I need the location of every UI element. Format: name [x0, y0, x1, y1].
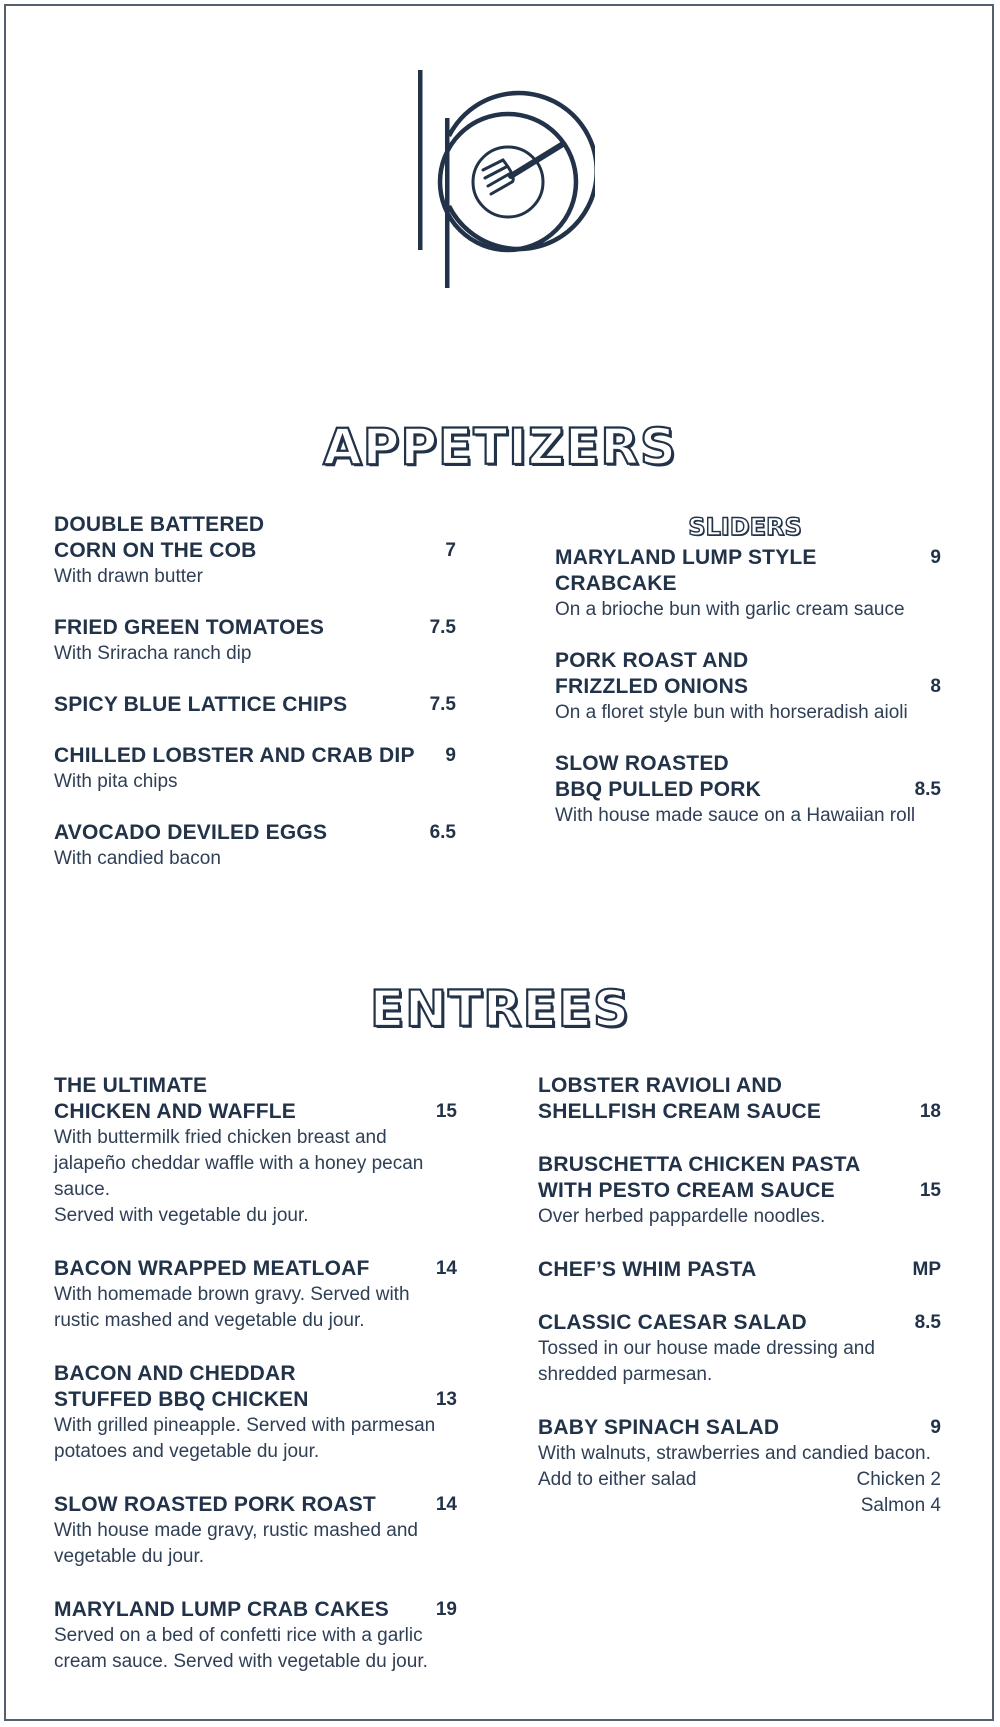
- menu-item: [538, 1152, 941, 1230]
- menu-item-name: [54, 743, 456, 769]
- menu-item-description: On a floret style bun with horseradish aioli: [555, 702, 908, 723]
- menu-item: [54, 743, 456, 795]
- logo-plate-outer: [440, 114, 576, 250]
- menu-item-name: [555, 648, 941, 700]
- menu-item-name-line: LOBSTER RAVIOLI AND: [538, 1074, 783, 1097]
- menu-item-name: [54, 1597, 457, 1623]
- menu-item-description: jalapeño cheddar waffle with a honey pecan sauce.: [54, 1153, 424, 1200]
- menu-item-name: [538, 1257, 941, 1283]
- menu-item-price: 14: [435, 1258, 457, 1279]
- menu-item-description: cream sauce. Served with vegetable du jour.: [54, 1651, 428, 1672]
- menu-item-name: [555, 545, 941, 597]
- menu-item-name-line: CLASSIC CAESAR SALAD: [538, 1311, 807, 1334]
- menu-item-name-line: CHEF’S WHIM PASTA: [538, 1258, 757, 1281]
- menu-item-description: On a brioche bun with garlic cream sauce: [555, 599, 905, 620]
- menu-item-price: 6.5: [429, 822, 456, 843]
- menu-item-price: 8.5: [914, 779, 941, 800]
- appetizers-heading: APPETIZERS: [323, 418, 677, 476]
- menu-item: [54, 1073, 457, 1229]
- menu-item-name: [54, 1073, 457, 1125]
- menu-item-price: 9: [930, 1417, 941, 1438]
- menu-item-description: With walnuts, strawberries and candied bacon.: [538, 1443, 931, 1464]
- menu-item: [54, 820, 456, 872]
- menu-item-name-line: BACON WRAPPED MEATLOAF: [54, 1257, 370, 1280]
- salad-addon-row: [538, 1493, 941, 1519]
- menu-item-price: 19: [435, 1599, 457, 1620]
- menu-item: [54, 692, 456, 718]
- menu-item-name: [555, 751, 941, 803]
- menu-item-description: With homemade brown gravy. Served with: [54, 1284, 410, 1305]
- menu-item-name-line: AVOCADO DEVILED EGGS: [54, 821, 328, 844]
- menu-item-name-line: STUFFED BBQ CHICKEN: [54, 1388, 309, 1411]
- menu-item-price: 15: [919, 1180, 941, 1201]
- menu-item: [54, 615, 456, 667]
- menu-item-description: rustic mashed and vegetable du jour.: [54, 1310, 365, 1331]
- menu-item-name: [54, 692, 456, 718]
- sliders-heading: SLIDERS: [688, 513, 802, 541]
- menu-item-name-line: MARYLAND LUMP STYLE CRABCAKE: [555, 546, 817, 595]
- menu-item-name: [538, 1152, 941, 1204]
- menu-item-description: With drawn butter: [54, 566, 203, 587]
- menu-item-price: 9: [930, 547, 941, 568]
- logo-plate-inner: [473, 147, 543, 217]
- menu-item: [555, 751, 941, 829]
- menu-item: [538, 1257, 941, 1283]
- menu-item-price: 8: [930, 676, 941, 697]
- menu-item: [54, 1361, 457, 1465]
- menu-item-name-line: SPICY BLUE LATTICE CHIPS: [54, 693, 348, 716]
- menu-item-name-line: FRIED GREEN TOMATOES: [54, 616, 325, 639]
- menu-item: [555, 545, 941, 623]
- menu-item-name-line: CHILLED LOBSTER AND CRAB DIP: [54, 744, 415, 767]
- menu-item-name-line: SLOW ROASTED: [555, 752, 729, 775]
- menu-item-name-line: BBQ PULLED PORK: [555, 778, 762, 801]
- menu-item: [538, 1415, 941, 1519]
- menu-item-name-line: MARYLAND LUMP CRAB CAKES: [54, 1598, 389, 1621]
- menu-item-name: [54, 820, 456, 846]
- menu-item-name-line: BABY SPINACH SALAD: [538, 1416, 780, 1439]
- menu-item-description: Tossed in our house made dressing and: [538, 1338, 875, 1359]
- menu-item-name-line: CHICKEN AND WAFFLE: [54, 1100, 296, 1123]
- menu-item-name-line: THE ULTIMATE: [54, 1074, 208, 1097]
- salad-addon-row: [538, 1467, 941, 1493]
- menu-item-price: 18: [919, 1101, 941, 1122]
- menu-item-name: [54, 615, 456, 641]
- addon-salmon-price: Salmon 4: [860, 1495, 941, 1516]
- menu-item-description: With candied bacon: [54, 848, 221, 869]
- menu-item: [54, 1492, 457, 1570]
- menu-item-name: [538, 1310, 941, 1336]
- menu-item-name: [54, 512, 456, 564]
- menu-item-name-line: FRIZZLED ONIONS: [555, 675, 749, 698]
- menu-item-description: With pita chips: [54, 771, 178, 792]
- sliders-list: [555, 545, 941, 854]
- restaurant-logo: [405, 66, 595, 291]
- entrees-heading: ENTREES: [370, 980, 630, 1038]
- menu-item-price: 13: [435, 1389, 457, 1410]
- menu-item-price: 7.5: [429, 617, 456, 638]
- menu-item-price: 7: [445, 540, 456, 561]
- menu-item-name: [54, 1492, 457, 1518]
- menu-item-description: potatoes and vegetable du jour.: [54, 1441, 320, 1462]
- menu-item-price: MP: [912, 1259, 941, 1280]
- menu-item-price: 9: [445, 745, 456, 766]
- menu-item: [555, 648, 941, 726]
- menu-item-price: 15: [435, 1101, 457, 1122]
- menu-item-name: [538, 1073, 941, 1125]
- logo-bar: [418, 70, 423, 250]
- menu-item-name-line: BRUSCHETTA CHICKEN PASTA: [538, 1153, 861, 1176]
- menu-item-description: Served with vegetable du jour.: [54, 1205, 309, 1226]
- menu-item-name: [54, 1361, 457, 1413]
- entrees-right-list: [538, 1073, 941, 1519]
- entrees-left-list: [54, 1073, 457, 1702]
- menu-item-name: [538, 1415, 941, 1441]
- menu-item: [54, 1597, 457, 1675]
- menu-item-description: With buttermilk fried chicken breast and: [54, 1127, 387, 1148]
- menu-item-name-line: SLOW ROASTED PORK ROAST: [54, 1493, 376, 1516]
- menu-item-description: With house made sauce on a Hawaiian roll: [555, 805, 916, 826]
- menu-item-description: Served on a bed of confetti rice with a garlic: [54, 1625, 423, 1646]
- menu-item-description: vegetable du jour.: [54, 1546, 205, 1567]
- menu-item-price: 14: [435, 1494, 457, 1515]
- menu-item-name-line: SHELLFISH CREAM SAUCE: [538, 1100, 822, 1123]
- menu-item-price: 8.5: [914, 1312, 941, 1333]
- menu-item-description: With house made gravy, rustic mashed and: [54, 1520, 418, 1541]
- appetizers-list: [54, 512, 456, 897]
- menu-item-name-line: CORN ON THE COB: [54, 539, 257, 562]
- menu-item-name-line: BACON AND CHEDDAR: [54, 1362, 296, 1385]
- addon-chicken-price: Chicken 2: [856, 1469, 941, 1490]
- menu-item: [54, 512, 456, 590]
- menu-item-name-line: DOUBLE BATTERED: [54, 513, 265, 536]
- menu-item-name-line: PORK ROAST AND: [555, 649, 749, 672]
- menu-item: [54, 1256, 457, 1334]
- menu-item-description: With grilled pineapple. Served with parmesan: [54, 1415, 436, 1436]
- menu-item-description: shredded parmesan.: [538, 1364, 713, 1385]
- menu-item-name: [54, 1256, 457, 1282]
- menu-item-description: With Sriracha ranch dip: [54, 643, 252, 664]
- menu-item-price: 7.5: [429, 694, 456, 715]
- salad-addon-label: Add to either salad: [538, 1469, 697, 1490]
- menu-item: [538, 1073, 941, 1125]
- menu-item-name-line: WITH PESTO CREAM SAUCE: [538, 1179, 835, 1202]
- menu-item-description: Over herbed pappardelle noodles.: [538, 1206, 826, 1227]
- menu-item: [538, 1310, 941, 1388]
